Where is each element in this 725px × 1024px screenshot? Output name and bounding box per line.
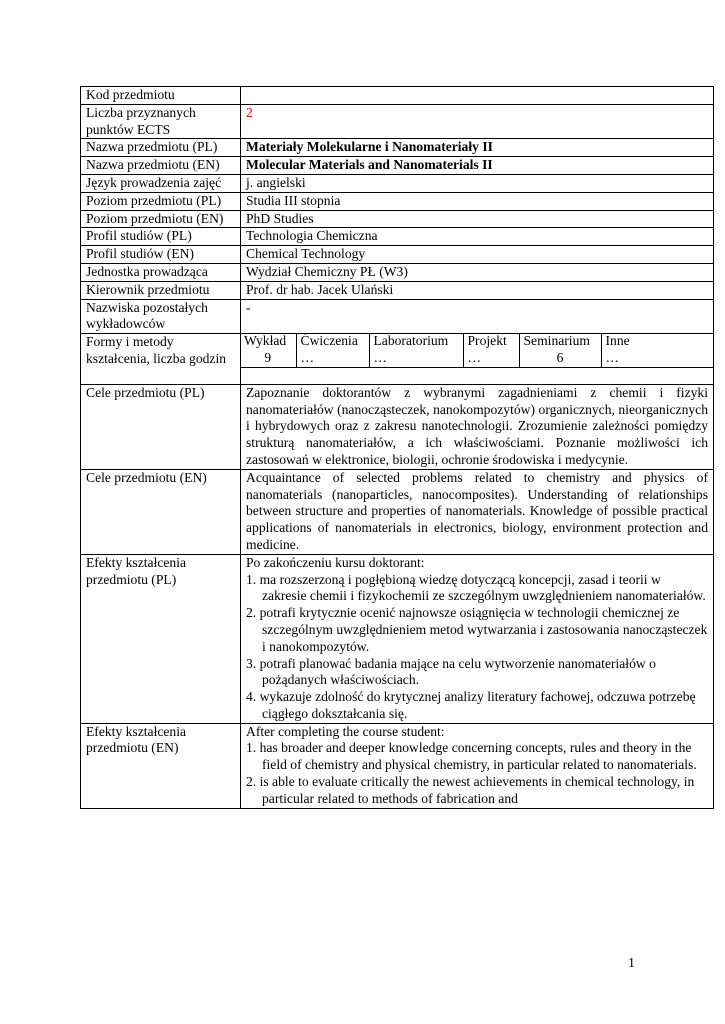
form-hours: … (467, 349, 482, 365)
list-item: 2. potrafi krytycznie ocenić najnowsze osiągnięcia w technologii chemicznej ze szczególnym uwzględnieniem metod wytwarzania i zastosowania nanocząsteczek i nanokompozytów. (246, 605, 708, 654)
row-ects (81, 104, 714, 139)
value-profil-en: Chemical Technology (241, 246, 714, 264)
label-kierownik: Kierownik przedmiotu (81, 281, 241, 299)
efekty-en-intro: After completing the course student: (246, 723, 445, 739)
label-nazwa-en: Nazwa przedmiotu (EN) (81, 157, 241, 175)
value-nazwa-en: Molecular Materials and Nanomaterials II (241, 157, 714, 175)
list-item: 1. has broader and deeper knowledge concerning concepts, rules and theory in the field of chemistry and physical chemistry, in particular related to nanomaterials. (246, 740, 697, 773)
form-name: Wykład (244, 333, 287, 349)
value-efekty-pl (241, 554, 714, 723)
value-formy (241, 334, 714, 385)
efekty-en-list (246, 740, 708, 807)
row-cele-en (81, 469, 714, 554)
form-cell-projekt (463, 333, 519, 367)
row-efekty-pl (81, 554, 714, 723)
value-jednostka: Wydział Chemiczny PŁ (W3) (241, 263, 714, 281)
course-card-table (80, 86, 714, 809)
form-name: Inne (605, 333, 630, 349)
form-hours: … (605, 349, 620, 365)
value-nazwa-pl: Materiały Molekularne i Nanomateriały II (241, 139, 714, 157)
label-poziom-pl: Poziom przedmiotu (PL) (81, 192, 241, 210)
label-efekty-en: Efekty kształcenia przedmiotu (EN) (81, 723, 241, 808)
row-profil-pl (81, 228, 714, 246)
value-cele-en: Acquaintance of selected problems related to chemistry and physics of nanomaterials (nanoparticles, nanocomposites). Understanding of relationships between structure and properties of nanomaterials. Knowledge of possible practical applications of nanomaterials in electronics, biology, environment protection and medicine. (241, 469, 714, 554)
value-kod (241, 87, 714, 105)
form-name: Seminarium (523, 333, 590, 349)
form-hours: … (373, 349, 388, 365)
form-cell-inne (601, 333, 713, 367)
value-ects: 2 (241, 104, 714, 139)
list-item: 1. ma rozszerzoną i pogłębioną wiedzę dotyczącą koncepcji, zasad i teorii w zakresie chemii i fizykochemii ze szczególnym uwzględnieniem nanomateriałów. (246, 571, 706, 604)
form-cell-laboratorium (369, 333, 463, 367)
form-cell-cwiczenia (296, 333, 369, 367)
label-cele-pl: Cele przedmiotu (PL) (81, 384, 241, 469)
form-name: Projekt (467, 333, 507, 349)
form-hours: … (300, 349, 315, 365)
row-formy (81, 334, 714, 385)
form-name: Laboratorium (373, 333, 449, 349)
label-cele-en: Cele przedmiotu (EN) (81, 469, 241, 554)
row-nazwa-en (81, 157, 714, 175)
row-efekty-en (81, 723, 714, 808)
list-item: 2. is able to evaluate critically the newest achievements in chemical technology, in particular related to methods of fabrication and (246, 774, 695, 806)
row-kierownik (81, 281, 714, 299)
form-cell-wyklad (240, 333, 296, 367)
row-poziom-pl (81, 192, 714, 210)
value-pozostali: - (241, 299, 714, 334)
label-kod: Kod przedmiotu (81, 87, 241, 105)
row-jednostka (81, 263, 714, 281)
label-jezyk: Język prowadzenia zajęć (81, 174, 241, 192)
list-item: 4. wykazuje zdolność do krytycznej analizy literatury fachowej, odczuwa potrzebę ciągłego dokształcania się. (246, 689, 696, 721)
label-nazwa-pl: Nazwa przedmiotu (PL) (81, 139, 241, 157)
label-profil-en: Profil studiów (EN) (81, 246, 241, 264)
list-item: 3. potrafi planować badania mające na celu wytworzenie nanomateriałów o pożądanych właściwościach. (246, 655, 656, 688)
form-name: Ćwiczenia (300, 333, 358, 349)
form-cell-seminarium (519, 333, 601, 367)
form-hours: 9 (264, 349, 272, 365)
label-profil-pl: Profil studiów (PL) (81, 228, 241, 246)
value-cele-pl: Zapoznanie doktorantów z wybranymi zagadnieniami z chemii i fizyki nanomateriałów (nanocząsteczek, nanokompozytów) organicznych, nieorganicznych i hybrydowych oraz z zakresu nanotechnologii. Zrozumienie zależności pomiędzy strukturą nanomateriałów, a ich właściwościami. Poznanie możliwości ich zastosowań w elektronice, biologii, ochronie środowiska i medycynie. (241, 384, 714, 469)
label-pozostali: Nazwiska pozostałych wykładowców (81, 299, 241, 334)
value-poziom-pl: Studia III stopnia (241, 192, 714, 210)
row-pozostali (81, 299, 714, 334)
value-profil-pl: Technologia Chemiczna (241, 228, 714, 246)
value-poziom-en: PhD Studies (241, 210, 714, 228)
label-ects: Liczba przyznanych punktów ECTS (81, 104, 241, 139)
label-poziom-en: Poziom przedmiotu (EN) (81, 210, 241, 228)
label-formy: Formy i metody kształcenia, liczba godzin (81, 334, 241, 385)
label-efekty-pl: Efekty kształcenia przedmiotu (PL) (81, 554, 241, 723)
row-profil-en (81, 246, 714, 264)
row-jezyk (81, 174, 714, 192)
form-hours: 6 (556, 349, 564, 365)
label-jednostka: Jednostka prowadząca (81, 263, 241, 281)
row-kod (81, 87, 714, 105)
value-efekty-en (241, 723, 714, 808)
efekty-pl-intro: Po zakończeniu kursu doktorant: (246, 554, 425, 570)
value-kierownik: Prof. dr hab. Jacek Ulański (241, 281, 714, 299)
efekty-pl-list (246, 572, 708, 723)
row-nazwa-pl (81, 139, 714, 157)
row-poziom-en (81, 210, 714, 228)
row-cele-pl (81, 384, 714, 469)
page-number: 1 (628, 956, 635, 971)
value-jezyk: j. angielski (241, 174, 714, 192)
forms-hours-table (240, 333, 713, 368)
